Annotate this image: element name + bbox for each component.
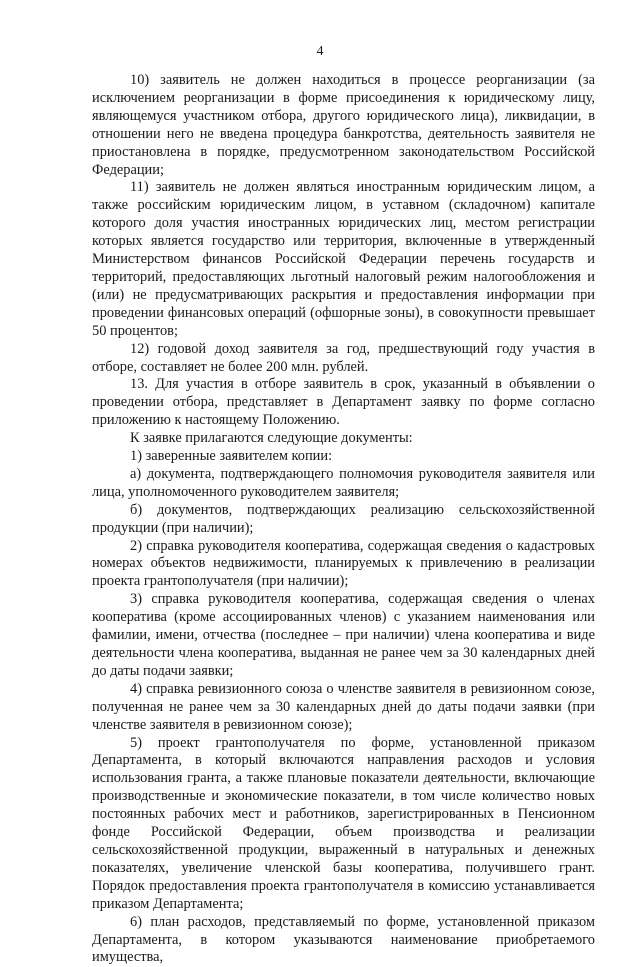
paragraph-item-11: 11) заявитель не должен являться иностранным юридическим лицом, а также российским юридическим лицом, в уставном (складочном) капитале которого доля участия иностранных юридических лиц, местом регистрации которых является государство или территория, включенные в утвержденный Министерством финансов Российской Федерации перечень государств и территорий, предоставляющих льготный налоговый режим налогообложения и (или) не предусматривающих раскрытия и предоставления информации при проведении финансовых операций (офшорные зоны), в совокупности превышает 50 процентов; — [92, 179, 595, 339]
paragraph-doc-3: 3) справка руководителя кооператива, содержащая сведения о членах кооператива (кроме ассоциированных членов) с указанием наименования или фамилии, имени, отчества (последнее – при наличии) члена кооператива и виде деятельности члена кооператива, выданная не ранее чем за 30 календарных дней до даты подачи заявки; — [92, 591, 595, 679]
paragraph-item-10: 10) заявитель не должен находиться в процессе реорганизации (за исключением реорганизации в форме присоединения к юридическому лицу, являющемуся участником отбора, другого юридического лица), ликвидации, в отношении него не введена процедура банкротства, деятельность заявителя не приостановлена в порядке, предусмотренном законодательством Российской Федерации; — [92, 72, 595, 178]
paragraph-doc-1a: а) документа, подтверждающего полномочия руководителя заявителя или лица, уполномоченного руководителем заявителя; — [92, 465, 595, 500]
document-body — [92, 72, 595, 967]
paragraph-doc-1b: б) документов, подтверждающих реализацию сельскохозяйственной продукции (при наличии); — [92, 501, 595, 536]
paragraph-documents-intro: К заявке прилагаются следующие документы: — [130, 430, 413, 447]
paragraph-item-12: 12) годовой доход заявителя за год, предшествующий году участия в отборе, составляет не более 200 млн. рублей. — [92, 340, 595, 375]
paragraph-doc-1: 1) заверенные заявителем копии: — [130, 448, 333, 465]
paragraph-doc-6: 6) план расходов, представляемый по форме, установленной приказом Департамента, в котором указываются наименование приобретаемого имущества, — [92, 913, 595, 966]
paragraph-doc-2: 2) справка руководителя кооператива, содержащая сведения о кадастровых номерах объектов недвижимости, планируемых к привлечению в реализации проекта грантополучателя (при наличии); — [92, 537, 595, 590]
paragraph-doc-5: 5) проект грантополучателя по форме, установленной приказом Департамента, в который включаются направления расходов и условия использования гранта, а также плановые показатели деятельности, включающие производственные и экономические показатели, в том числе количество новых постоянных рабочих мест и работников, зарегистрированных в Пенсионном фонде Российской Федерации, объем производства и реализации сельскохозяйственной продукции, выраженный в натуральных и денежных показателях, увеличение членской базы кооператива, получившего грант. Порядок предоставления проекта грантополучателя в комиссию устанавливается приказом Департамента; — [92, 734, 595, 912]
page-number: 4 — [316, 44, 324, 59]
paragraph-doc-4: 4) справка ревизионного союза о членстве заявителя в ревизионном союзе, полученная не ранее чем за 30 календарных дней до даты подачи заявки (при членстве заявителя в ревизионном союзе); — [92, 680, 595, 733]
paragraph-section-13: 13. Для участия в отборе заявитель в срок, указанный в объявлении о проведении отбора, представляет в Департамент заявку по форме согласно приложению к настоящему Положению. — [92, 376, 595, 429]
